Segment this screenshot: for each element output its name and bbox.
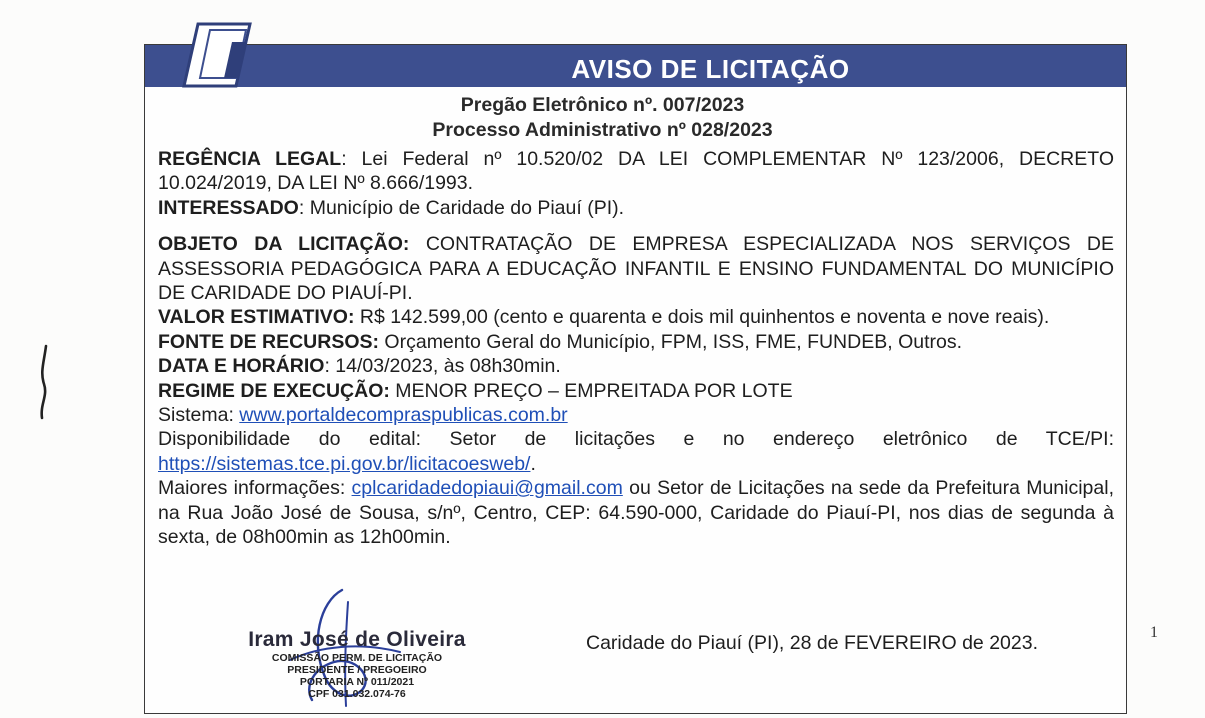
regime-paragraph <box>158 379 1114 403</box>
title-banner <box>145 45 1126 87</box>
signer-name: Iram José de Oliveira <box>248 628 466 651</box>
notice-body <box>158 147 1114 550</box>
fonte-label: FONTE DE RECURSOS: <box>158 330 380 353</box>
signer-portaria: PORTARIA Nº 011/2021 <box>299 676 415 688</box>
sistema-link[interactable]: www.portaldecompraspublicas.com.br <box>239 404 568 427</box>
info-email-link[interactable]: cplcaridadedopiaui@gmail.com <box>351 477 623 500</box>
fonte-text: Orçamento Geral do Município, FPM, ISS, FME, FUNDEB, Outros. <box>379 330 963 353</box>
edital-text: Disponibilidade do edital: Setor de licitações e no endereço eletrônico de TCE/PI: <box>158 428 1114 451</box>
valor-paragraph <box>158 305 1114 329</box>
regencia-text: : Lei Federal nº 10.520/02 DA LEI COMPLEMENTAR Nº 123/2006, DECRETO 10.024/2019, DA LEI Nº 8.666/1993. <box>158 148 1115 195</box>
notice-title: AVISO DE LICITAÇÃO <box>571 54 850 84</box>
edital-paragraph <box>158 427 1114 451</box>
processo-number: Processo Administrativo nº 028/2023 <box>432 119 773 141</box>
info-paragraph <box>158 476 1114 549</box>
info-label: Maiores informações: <box>158 477 352 500</box>
data-label: DATA E HORÁRIO <box>158 355 325 378</box>
edital-end: . <box>530 452 536 475</box>
page-number: 1 <box>1150 624 1158 641</box>
data-text: : 14/03/2023, às 08h30min. <box>324 355 561 378</box>
data-paragraph <box>158 354 1114 378</box>
signer-role-1: COMISSÃO PERM. DE LICITAÇÃO <box>271 652 443 664</box>
regime-label: REGIME DE EXECUÇÃO: <box>158 379 390 402</box>
interessado-text: : Município de Caridade do Piauí (PI). <box>298 196 625 219</box>
objeto-paragraph <box>158 232 1114 305</box>
valor-label: VALOR ESTIMATIVO: <box>158 306 355 329</box>
interessado-label: INTERESSADO <box>158 196 299 219</box>
valor-text: R$ 142.599,00 (cento e quarenta e dois mil quinhentos e noventa e nove reais). <box>354 306 1050 329</box>
sistema-paragraph <box>158 403 1114 427</box>
objeto-label: OBJETO DA LICITAÇÃO: <box>158 233 410 256</box>
objeto-text: CONTRATAÇÃO DE EMPRESA ESPECIALIZADA NOS SERVIÇOS DE ASSESSORIA PEDAGÓGICA PARA A EDUCAÇÃO INFANTIL E ENSINO FUNDAMENTAL DO MUNICÍPIO DE CARIDADE DO PIAUÍ-PI. <box>158 233 1114 305</box>
signer-cpf: CPF 031.032.074-76 <box>308 688 406 700</box>
regencia-label: REGÊNCIA LEGAL <box>158 148 342 170</box>
interessado-paragraph <box>158 196 1114 220</box>
regime-text: MENOR PREÇO – EMPREITADA POR LOTE <box>389 379 793 402</box>
fonte-paragraph <box>158 330 1114 354</box>
signer-role-2: PRESIDENTE / PREGOEIRO <box>287 664 427 676</box>
pregao-number: Pregão Eletrônico nº. 007/2023 <box>460 94 745 116</box>
edital-link-paragraph <box>158 452 1114 476</box>
bulletin-logo-icon <box>180 20 270 92</box>
signature-block <box>232 628 482 700</box>
place-date: Caridade do Piauí (PI), 28 de FEVEREIRO de 2023. <box>586 632 1038 654</box>
margin-initial-mark-icon <box>30 342 60 422</box>
regencia-paragraph <box>158 147 1114 196</box>
info-text: ou Setor de Licitações na sede da Prefeitura Municipal, na Rua João José de Sousa, s/nº, Centro, CEP: 64.590-000, Caridade do Piauí-PI, nos dias de segunda à sexta, de 08h00min as 12h00min. <box>158 477 1114 549</box>
edital-link[interactable]: https://sistemas.tce.pi.gov.br/licitacoesweb/ <box>158 452 531 475</box>
sistema-label: Sistema: <box>158 404 240 427</box>
